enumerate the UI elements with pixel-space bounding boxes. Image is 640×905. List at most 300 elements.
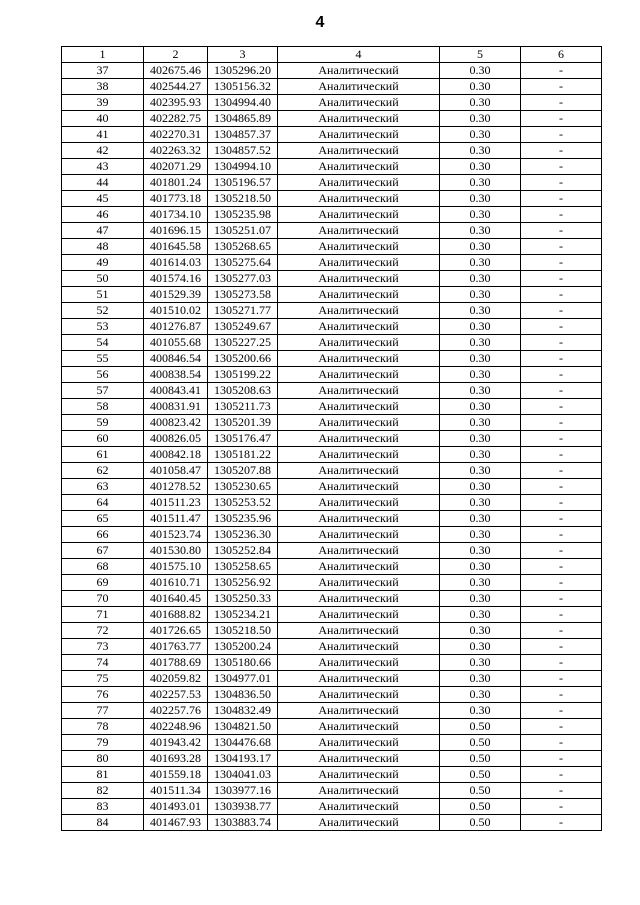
table-row [62, 399, 602, 415]
point-number-cell: 77 [62, 703, 144, 719]
accuracy-cell: 0.50 [440, 783, 521, 799]
accuracy-cell: 0.30 [440, 63, 521, 79]
y-coordinate-cell: 1305250.33 [208, 591, 278, 607]
y-coordinate-cell: 1305249.67 [208, 319, 278, 335]
x-coordinate-cell: 400842.18 [144, 447, 208, 463]
note-cell: - [521, 415, 602, 431]
note-cell: - [521, 623, 602, 639]
y-coordinate-cell: 1305181.22 [208, 447, 278, 463]
y-coordinate-cell: 1305218.50 [208, 623, 278, 639]
table-row [62, 751, 602, 767]
point-number-cell: 68 [62, 559, 144, 575]
accuracy-cell: 0.50 [440, 767, 521, 783]
table-row [62, 735, 602, 751]
point-number-cell: 78 [62, 719, 144, 735]
accuracy-cell: 0.30 [440, 559, 521, 575]
method-cell: Аналитический [278, 271, 440, 287]
table-row [62, 607, 602, 623]
note-cell: - [521, 735, 602, 751]
x-coordinate-cell: 401610.71 [144, 575, 208, 591]
table-row [62, 447, 602, 463]
note-cell: - [521, 751, 602, 767]
accuracy-cell: 0.30 [440, 351, 521, 367]
point-number-cell: 49 [62, 255, 144, 271]
table-row [62, 799, 602, 815]
table-row [62, 415, 602, 431]
y-coordinate-cell: 1304041.03 [208, 767, 278, 783]
y-coordinate-cell: 1305258.65 [208, 559, 278, 575]
point-number-cell: 53 [62, 319, 144, 335]
x-coordinate-cell: 401467.93 [144, 815, 208, 831]
table-row [62, 335, 602, 351]
y-coordinate-cell: 1304994.10 [208, 159, 278, 175]
note-cell: - [521, 527, 602, 543]
method-cell: Аналитический [278, 79, 440, 95]
table-row [62, 559, 602, 575]
method-cell: Аналитический [278, 191, 440, 207]
note-cell: - [521, 175, 602, 191]
x-coordinate-cell: 401943.42 [144, 735, 208, 751]
note-cell: - [521, 127, 602, 143]
table-row [62, 655, 602, 671]
x-coordinate-cell: 401058.47 [144, 463, 208, 479]
y-coordinate-cell: 1304821.50 [208, 719, 278, 735]
table-row [62, 303, 602, 319]
x-coordinate-cell: 401574.16 [144, 271, 208, 287]
method-cell: Аналитический [278, 127, 440, 143]
y-coordinate-cell: 1303883.74 [208, 815, 278, 831]
x-coordinate-cell: 401575.10 [144, 559, 208, 575]
x-coordinate-cell: 402282.75 [144, 111, 208, 127]
header-cell: 6 [521, 47, 602, 63]
accuracy-cell: 0.50 [440, 735, 521, 751]
table-row [62, 127, 602, 143]
method-cell: Аналитический [278, 255, 440, 271]
note-cell: - [521, 703, 602, 719]
x-coordinate-cell: 400823.42 [144, 415, 208, 431]
y-coordinate-cell: 1305201.39 [208, 415, 278, 431]
method-cell: Аналитический [278, 671, 440, 687]
method-cell: Аналитический [278, 303, 440, 319]
y-coordinate-cell: 1305218.50 [208, 191, 278, 207]
y-coordinate-cell: 1304977.01 [208, 671, 278, 687]
x-coordinate-cell: 401511.23 [144, 495, 208, 511]
accuracy-cell: 0.30 [440, 687, 521, 703]
x-coordinate-cell: 401640.45 [144, 591, 208, 607]
table-body [62, 63, 602, 831]
accuracy-cell: 0.50 [440, 815, 521, 831]
x-coordinate-cell: 401734.10 [144, 207, 208, 223]
table-row [62, 575, 602, 591]
accuracy-cell: 0.30 [440, 303, 521, 319]
accuracy-cell: 0.30 [440, 527, 521, 543]
table-row [62, 623, 602, 639]
point-number-cell: 39 [62, 95, 144, 111]
y-coordinate-cell: 1305156.32 [208, 79, 278, 95]
x-coordinate-cell: 402544.27 [144, 79, 208, 95]
y-coordinate-cell: 1305207.88 [208, 463, 278, 479]
point-number-cell: 47 [62, 223, 144, 239]
note-cell: - [521, 207, 602, 223]
method-cell: Аналитический [278, 511, 440, 527]
point-number-cell: 44 [62, 175, 144, 191]
method-cell: Аналитический [278, 687, 440, 703]
y-coordinate-cell: 1305277.03 [208, 271, 278, 287]
accuracy-cell: 0.30 [440, 671, 521, 687]
x-coordinate-cell: 400846.54 [144, 351, 208, 367]
point-number-cell: 41 [62, 127, 144, 143]
y-coordinate-cell: 1305268.65 [208, 239, 278, 255]
point-number-cell: 63 [62, 479, 144, 495]
method-cell: Аналитический [278, 319, 440, 335]
method-cell: Аналитический [278, 95, 440, 111]
x-coordinate-cell: 401523.74 [144, 527, 208, 543]
y-coordinate-cell: 1305199.22 [208, 367, 278, 383]
point-number-cell: 70 [62, 591, 144, 607]
note-cell: - [521, 143, 602, 159]
table-row [62, 175, 602, 191]
accuracy-cell: 0.30 [440, 175, 521, 191]
method-cell: Аналитический [278, 623, 440, 639]
method-cell: Аналитический [278, 751, 440, 767]
y-coordinate-cell: 1305256.92 [208, 575, 278, 591]
x-coordinate-cell: 401788.69 [144, 655, 208, 671]
note-cell: - [521, 431, 602, 447]
note-cell: - [521, 287, 602, 303]
point-number-cell: 75 [62, 671, 144, 687]
point-number-cell: 56 [62, 367, 144, 383]
x-coordinate-cell: 402395.93 [144, 95, 208, 111]
note-cell: - [521, 639, 602, 655]
method-cell: Аналитический [278, 799, 440, 815]
point-number-cell: 48 [62, 239, 144, 255]
y-coordinate-cell: 1305176.47 [208, 431, 278, 447]
point-number-cell: 80 [62, 751, 144, 767]
y-coordinate-cell: 1304994.40 [208, 95, 278, 111]
method-cell: Аналитический [278, 287, 440, 303]
accuracy-cell: 0.30 [440, 591, 521, 607]
accuracy-cell: 0.30 [440, 191, 521, 207]
accuracy-cell: 0.30 [440, 271, 521, 287]
table-row [62, 431, 602, 447]
y-coordinate-cell: 1305211.73 [208, 399, 278, 415]
accuracy-cell: 0.30 [440, 159, 521, 175]
x-coordinate-cell: 401510.02 [144, 303, 208, 319]
y-coordinate-cell: 1305235.96 [208, 511, 278, 527]
point-number-cell: 66 [62, 527, 144, 543]
note-cell: - [521, 783, 602, 799]
note-cell: - [521, 319, 602, 335]
table-row [62, 239, 602, 255]
x-coordinate-cell: 401493.01 [144, 799, 208, 815]
table-row [62, 207, 602, 223]
note-cell: - [521, 79, 602, 95]
y-coordinate-cell: 1303938.77 [208, 799, 278, 815]
method-cell: Аналитический [278, 591, 440, 607]
header-cell: 3 [208, 47, 278, 63]
note-cell: - [521, 335, 602, 351]
method-cell: Аналитический [278, 767, 440, 783]
y-coordinate-cell: 1304832.49 [208, 703, 278, 719]
header-cell: 5 [440, 47, 521, 63]
accuracy-cell: 0.30 [440, 447, 521, 463]
method-cell: Аналитический [278, 527, 440, 543]
y-coordinate-cell: 1303977.16 [208, 783, 278, 799]
table-row [62, 287, 602, 303]
note-cell: - [521, 719, 602, 735]
point-number-cell: 74 [62, 655, 144, 671]
method-cell: Аналитический [278, 575, 440, 591]
method-cell: Аналитический [278, 463, 440, 479]
note-cell: - [521, 799, 602, 815]
point-number-cell: 62 [62, 463, 144, 479]
y-coordinate-cell: 1305273.58 [208, 287, 278, 303]
accuracy-cell: 0.30 [440, 479, 521, 495]
x-coordinate-cell: 401055.68 [144, 335, 208, 351]
x-coordinate-cell: 401276.87 [144, 319, 208, 335]
method-cell: Аналитический [278, 431, 440, 447]
table-row [62, 159, 602, 175]
y-coordinate-cell: 1304476.68 [208, 735, 278, 751]
y-coordinate-cell: 1305234.21 [208, 607, 278, 623]
x-coordinate-cell: 400831.91 [144, 399, 208, 415]
accuracy-cell: 0.30 [440, 143, 521, 159]
x-coordinate-cell: 401530.80 [144, 543, 208, 559]
table-row [62, 815, 602, 831]
point-number-cell: 61 [62, 447, 144, 463]
point-number-cell: 81 [62, 767, 144, 783]
x-coordinate-cell: 400838.54 [144, 367, 208, 383]
method-cell: Аналитический [278, 655, 440, 671]
method-cell: Аналитический [278, 495, 440, 511]
note-cell: - [521, 671, 602, 687]
accuracy-cell: 0.50 [440, 751, 521, 767]
table-row [62, 703, 602, 719]
x-coordinate-cell: 400826.05 [144, 431, 208, 447]
accuracy-cell: 0.30 [440, 415, 521, 431]
point-number-cell: 54 [62, 335, 144, 351]
accuracy-cell: 0.50 [440, 799, 521, 815]
point-number-cell: 50 [62, 271, 144, 287]
table-row [62, 511, 602, 527]
table-row [62, 111, 602, 127]
x-coordinate-cell: 401278.52 [144, 479, 208, 495]
note-cell: - [521, 575, 602, 591]
accuracy-cell: 0.30 [440, 255, 521, 271]
method-cell: Аналитический [278, 367, 440, 383]
x-coordinate-cell: 401696.15 [144, 223, 208, 239]
method-cell: Аналитический [278, 783, 440, 799]
x-coordinate-cell: 401511.34 [144, 783, 208, 799]
x-coordinate-cell: 401773.18 [144, 191, 208, 207]
point-number-cell: 57 [62, 383, 144, 399]
table-row [62, 143, 602, 159]
note-cell: - [521, 479, 602, 495]
table-header-row [62, 47, 602, 63]
point-number-cell: 43 [62, 159, 144, 175]
accuracy-cell: 0.30 [440, 111, 521, 127]
table-row [62, 543, 602, 559]
point-number-cell: 45 [62, 191, 144, 207]
note-cell: - [521, 159, 602, 175]
x-coordinate-cell: 400843.41 [144, 383, 208, 399]
accuracy-cell: 0.30 [440, 79, 521, 95]
accuracy-cell: 0.30 [440, 207, 521, 223]
y-coordinate-cell: 1304865.89 [208, 111, 278, 127]
table-row [62, 495, 602, 511]
y-coordinate-cell: 1305230.65 [208, 479, 278, 495]
accuracy-cell: 0.30 [440, 239, 521, 255]
accuracy-cell: 0.30 [440, 463, 521, 479]
table-row [62, 671, 602, 687]
y-coordinate-cell: 1305235.98 [208, 207, 278, 223]
point-number-cell: 79 [62, 735, 144, 751]
method-cell: Аналитический [278, 351, 440, 367]
x-coordinate-cell: 401529.39 [144, 287, 208, 303]
method-cell: Аналитический [278, 815, 440, 831]
table-row [62, 319, 602, 335]
point-number-cell: 37 [62, 63, 144, 79]
x-coordinate-cell: 402257.76 [144, 703, 208, 719]
table-row [62, 223, 602, 239]
method-cell: Аналитический [278, 111, 440, 127]
table-row [62, 367, 602, 383]
point-number-cell: 40 [62, 111, 144, 127]
y-coordinate-cell: 1305271.77 [208, 303, 278, 319]
x-coordinate-cell: 401614.03 [144, 255, 208, 271]
method-cell: Аналитический [278, 335, 440, 351]
point-number-cell: 73 [62, 639, 144, 655]
accuracy-cell: 0.50 [440, 719, 521, 735]
accuracy-cell: 0.30 [440, 607, 521, 623]
point-number-cell: 59 [62, 415, 144, 431]
table-row [62, 79, 602, 95]
method-cell: Аналитический [278, 207, 440, 223]
table-row [62, 639, 602, 655]
header-cell: 2 [144, 47, 208, 63]
note-cell: - [521, 607, 602, 623]
y-coordinate-cell: 1305252.84 [208, 543, 278, 559]
note-cell: - [521, 239, 602, 255]
method-cell: Аналитический [278, 239, 440, 255]
y-coordinate-cell: 1305296.20 [208, 63, 278, 79]
table-row [62, 255, 602, 271]
note-cell: - [521, 543, 602, 559]
x-coordinate-cell: 401645.58 [144, 239, 208, 255]
accuracy-cell: 0.30 [440, 223, 521, 239]
method-cell: Аналитический [278, 415, 440, 431]
coordinates-table [61, 46, 602, 831]
table-row [62, 527, 602, 543]
y-coordinate-cell: 1305275.64 [208, 255, 278, 271]
y-coordinate-cell: 1305251.07 [208, 223, 278, 239]
table-row [62, 351, 602, 367]
y-coordinate-cell: 1305236.30 [208, 527, 278, 543]
note-cell: - [521, 303, 602, 319]
method-cell: Аналитический [278, 607, 440, 623]
point-number-cell: 38 [62, 79, 144, 95]
accuracy-cell: 0.30 [440, 319, 521, 335]
table-row [62, 687, 602, 703]
table-row [62, 719, 602, 735]
method-cell: Аналитический [278, 479, 440, 495]
x-coordinate-cell: 401511.47 [144, 511, 208, 527]
method-cell: Аналитический [278, 399, 440, 415]
point-number-cell: 58 [62, 399, 144, 415]
x-coordinate-cell: 402059.82 [144, 671, 208, 687]
note-cell: - [521, 815, 602, 831]
note-cell: - [521, 447, 602, 463]
table-row [62, 271, 602, 287]
y-coordinate-cell: 1305253.52 [208, 495, 278, 511]
note-cell: - [521, 655, 602, 671]
point-number-cell: 60 [62, 431, 144, 447]
page-number: 4 [315, 14, 325, 31]
accuracy-cell: 0.30 [440, 287, 521, 303]
table-row [62, 463, 602, 479]
table-row [62, 767, 602, 783]
x-coordinate-cell: 401693.28 [144, 751, 208, 767]
note-cell: - [521, 111, 602, 127]
note-cell: - [521, 63, 602, 79]
x-coordinate-cell: 401559.18 [144, 767, 208, 783]
note-cell: - [521, 687, 602, 703]
accuracy-cell: 0.30 [440, 383, 521, 399]
note-cell: - [521, 255, 602, 271]
method-cell: Аналитический [278, 383, 440, 399]
y-coordinate-cell: 1305196.57 [208, 175, 278, 191]
note-cell: - [521, 559, 602, 575]
point-number-cell: 64 [62, 495, 144, 511]
method-cell: Аналитический [278, 559, 440, 575]
point-number-cell: 82 [62, 783, 144, 799]
y-coordinate-cell: 1305180.66 [208, 655, 278, 671]
y-coordinate-cell: 1305200.24 [208, 639, 278, 655]
method-cell: Аналитический [278, 63, 440, 79]
note-cell: - [521, 591, 602, 607]
note-cell: - [521, 351, 602, 367]
accuracy-cell: 0.30 [440, 367, 521, 383]
accuracy-cell: 0.30 [440, 399, 521, 415]
note-cell: - [521, 95, 602, 111]
x-coordinate-cell: 401726.65 [144, 623, 208, 639]
method-cell: Аналитический [278, 703, 440, 719]
accuracy-cell: 0.30 [440, 655, 521, 671]
method-cell: Аналитический [278, 143, 440, 159]
header-cell: 1 [62, 47, 144, 63]
accuracy-cell: 0.30 [440, 431, 521, 447]
x-coordinate-cell: 401763.77 [144, 639, 208, 655]
y-coordinate-cell: 1304836.50 [208, 687, 278, 703]
accuracy-cell: 0.30 [440, 495, 521, 511]
x-coordinate-cell: 402263.32 [144, 143, 208, 159]
note-cell: - [521, 463, 602, 479]
x-coordinate-cell: 402248.96 [144, 719, 208, 735]
table-row [62, 479, 602, 495]
note-cell: - [521, 271, 602, 287]
table-row [62, 383, 602, 399]
point-number-cell: 69 [62, 575, 144, 591]
point-number-cell: 67 [62, 543, 144, 559]
x-coordinate-cell: 402675.46 [144, 63, 208, 79]
y-coordinate-cell: 1305208.63 [208, 383, 278, 399]
method-cell: Аналитический [278, 223, 440, 239]
note-cell: - [521, 223, 602, 239]
x-coordinate-cell: 402270.31 [144, 127, 208, 143]
y-coordinate-cell: 1305200.66 [208, 351, 278, 367]
point-number-cell: 71 [62, 607, 144, 623]
point-number-cell: 55 [62, 351, 144, 367]
